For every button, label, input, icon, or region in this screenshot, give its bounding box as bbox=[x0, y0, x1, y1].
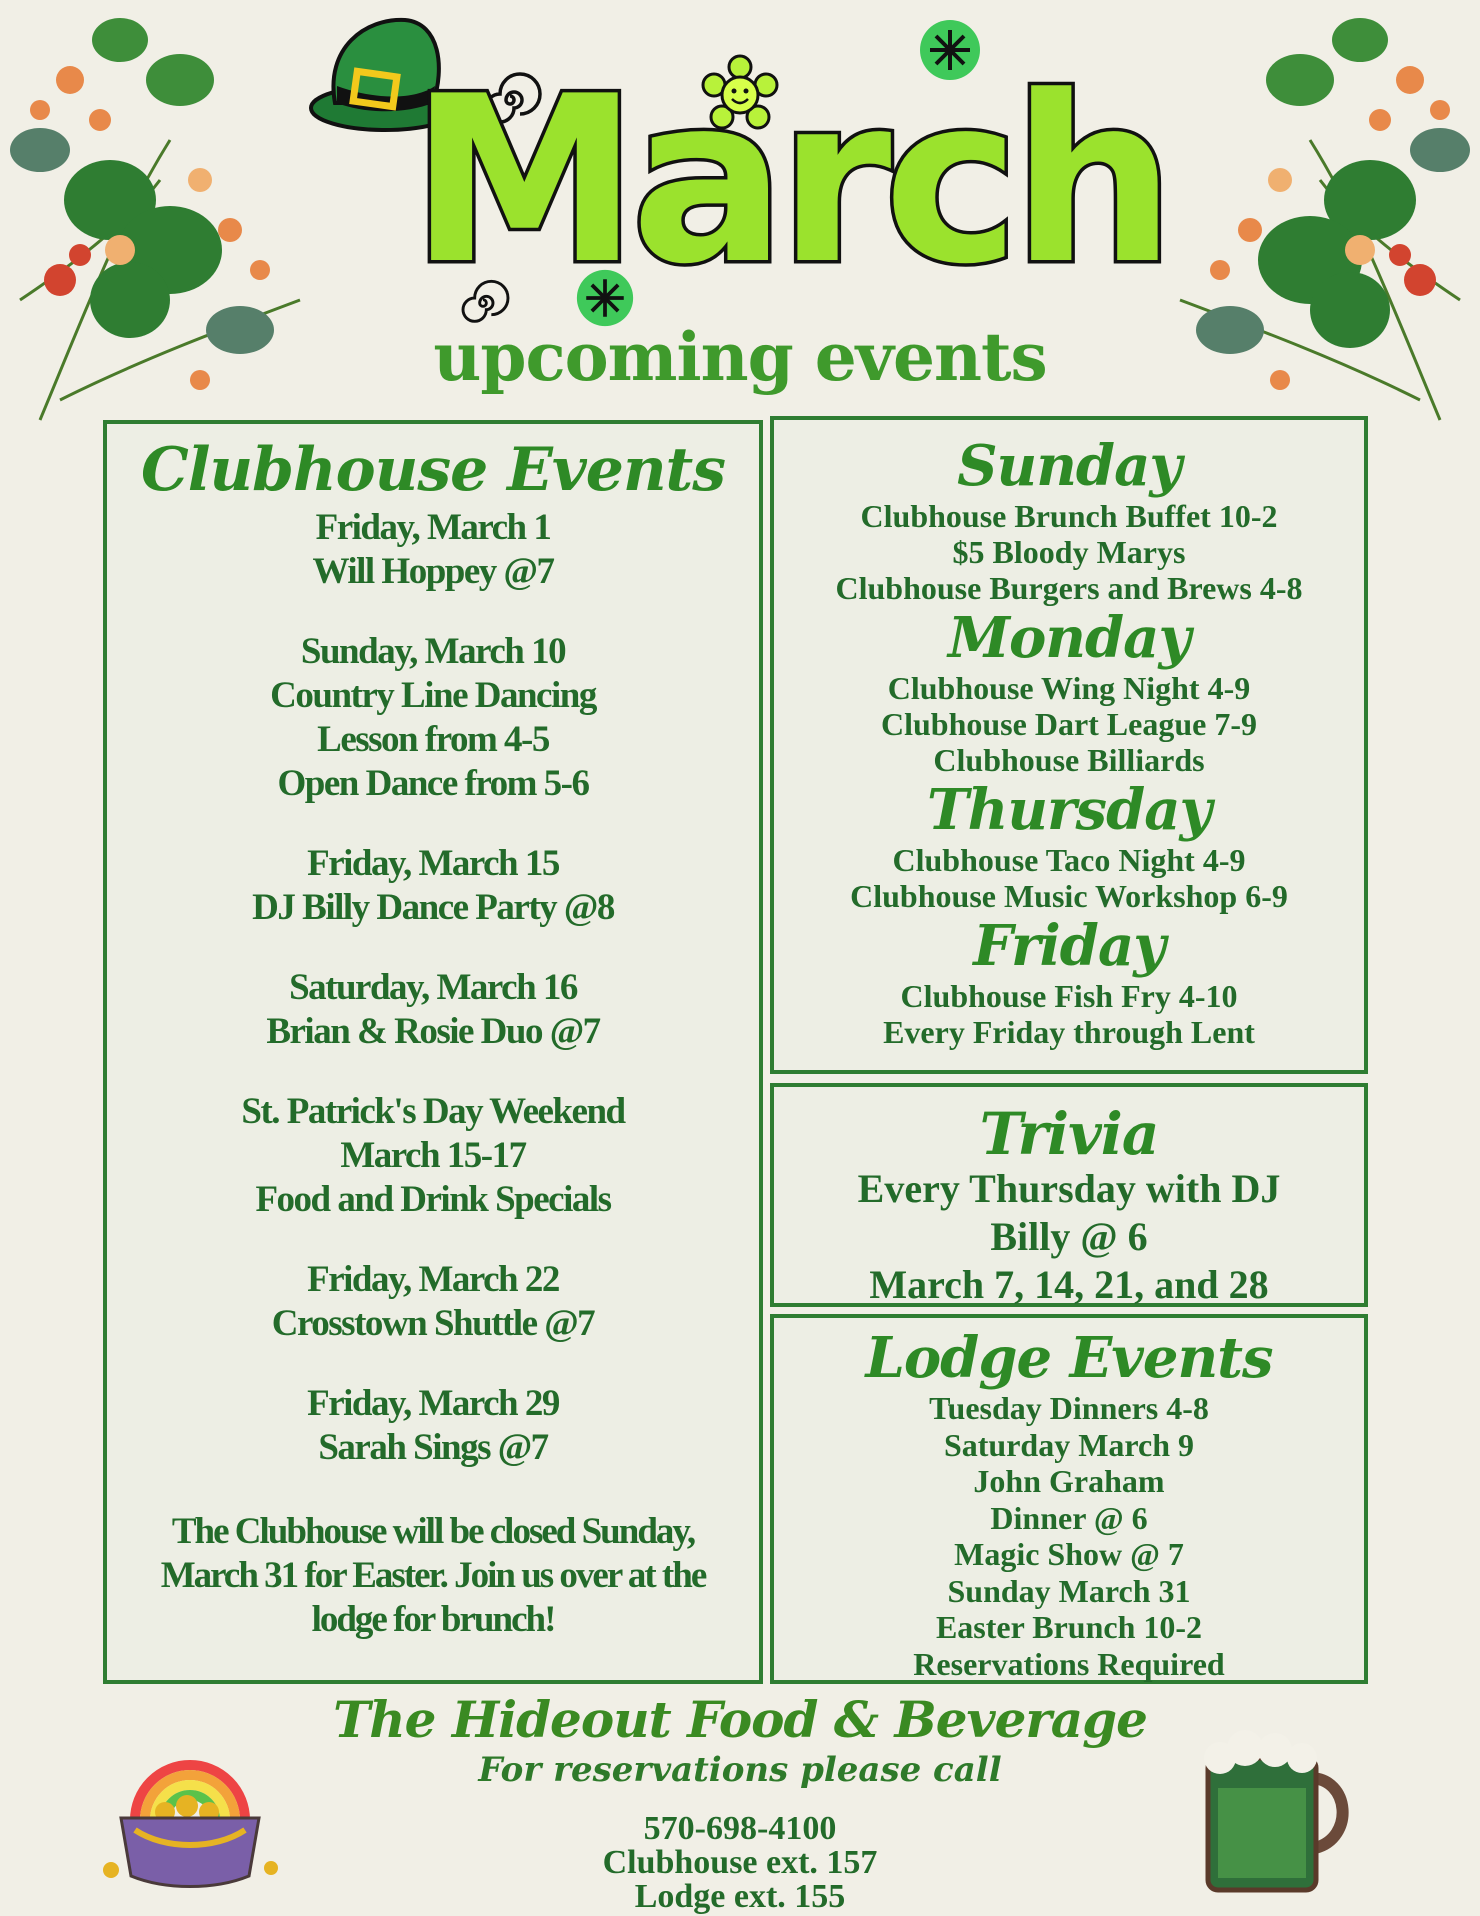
clubhouse-event-line: March 15-17 bbox=[340, 1135, 526, 1176]
closure-note-line: lodge for brunch! bbox=[311, 1599, 555, 1640]
beer-mug-icon bbox=[1190, 1718, 1360, 1898]
lodge-event-line: Magic Show @ 7 bbox=[954, 1536, 1184, 1572]
weekly-specials-panel bbox=[770, 416, 1368, 1074]
trivia-heading: Trivia bbox=[979, 1100, 1159, 1168]
lodge-event-line: Dinner @ 6 bbox=[990, 1499, 1148, 1536]
pot-of-gold-icon bbox=[95, 1700, 285, 1890]
clubhouse-event-line: Saturday, March 16 bbox=[289, 967, 577, 1008]
weekday-heading-monday: Monday bbox=[947, 605, 1191, 671]
clubhouse-event-line: Friday, March 15 bbox=[307, 843, 559, 884]
lodge-event-line: Easter Brunch 10-2 bbox=[935, 1609, 1203, 1645]
title-march bbox=[390, 40, 1168, 315]
weekly-special-item: Every Friday through Lent bbox=[883, 1014, 1255, 1050]
subtitle: upcoming events bbox=[433, 318, 1047, 396]
clubhouse-event bbox=[107, 506, 759, 594]
lodge-event-line: John Graham bbox=[973, 1463, 1165, 1499]
lodge-event-line: Saturday March 9 bbox=[943, 1426, 1195, 1463]
lodge-event-list bbox=[774, 1390, 1364, 1682]
clubhouse-events-heading: Clubhouse Events bbox=[140, 435, 726, 505]
lodge-event-line: Tuesday Dinners 4-8 bbox=[929, 1390, 1209, 1426]
clubhouse-event bbox=[107, 966, 759, 1054]
clubhouse-event-line: St. Patrick's Day Weekend bbox=[241, 1091, 625, 1132]
venue-name: The Hideout Food & Beverage bbox=[333, 1690, 1147, 1749]
clubhouse-event-line: DJ Billy Dance Party @8 bbox=[252, 887, 614, 928]
clubhouse-event-line: Lesson from 4-5 bbox=[317, 719, 549, 760]
lodge-extension: Lodge ext. 155 bbox=[634, 1878, 846, 1915]
weekly-special-item: Clubhouse Fish Fry 4-10 bbox=[900, 978, 1238, 1014]
lodge-event-line: Reservations Required bbox=[913, 1645, 1225, 1682]
clubhouse-event-line: Friday, March 29 bbox=[307, 1383, 559, 1424]
weekly-special-item: Clubhouse Music Workshop 6-9 bbox=[850, 878, 1288, 914]
title-text: March bbox=[410, 48, 1168, 315]
weekly-special-item: Clubhouse Dart League 7-9 bbox=[880, 706, 1257, 742]
weekly-special-item: Clubhouse Brunch Buffet 10-2 bbox=[860, 498, 1278, 534]
clubhouse-event-line: Will Hoppey @7 bbox=[312, 551, 554, 592]
reservation-note: For reservations please call bbox=[478, 1750, 1002, 1790]
weekly-special-item: Clubhouse Wing Night 4-9 bbox=[887, 670, 1251, 706]
clubhouse-event bbox=[107, 630, 759, 806]
clubhouse-event-line: Food and Drink Specials bbox=[255, 1179, 611, 1220]
clubhouse-event bbox=[107, 1090, 759, 1222]
weekday-heading-friday: Friday bbox=[973, 913, 1165, 979]
lodge-events-panel bbox=[770, 1314, 1368, 1684]
weekly-special-item: Clubhouse Burgers and Brews 4-8 bbox=[835, 570, 1303, 606]
closure-note-line: The Clubhouse will be closed Sunday, bbox=[171, 1511, 695, 1552]
clubhouse-event-line: Sarah Sings @7 bbox=[318, 1427, 548, 1468]
phone-number: 570-698-4100 bbox=[643, 1810, 837, 1847]
trivia-panel bbox=[770, 1083, 1368, 1307]
clubhouse-events-panel bbox=[103, 420, 763, 1684]
weekly-special-item: $5 Bloody Marys bbox=[952, 534, 1186, 570]
clubhouse-event bbox=[107, 1258, 759, 1346]
clubhouse-closure-note bbox=[107, 1510, 759, 1642]
closure-note-line: March 31 for Easter. Join us over at the bbox=[160, 1555, 706, 1596]
trivia-line: March 7, 14, 21, and 28 bbox=[869, 1262, 1269, 1307]
trivia-line: Billy @ 6 bbox=[990, 1214, 1148, 1259]
clubhouse-extension: Clubhouse ext. 157 bbox=[602, 1844, 878, 1881]
clubhouse-event-list bbox=[107, 506, 759, 1470]
clubhouse-event-line: Crosstown Shuttle @7 bbox=[271, 1303, 595, 1344]
weekly-special-item: Clubhouse Taco Night 4-9 bbox=[892, 842, 1246, 878]
clubhouse-event-line: Friday, March 1 bbox=[315, 507, 551, 548]
trivia-line: Every Thursday with DJ bbox=[857, 1166, 1281, 1211]
weekly-special-item: Clubhouse Billiards bbox=[933, 742, 1205, 778]
clubhouse-event-line: Open Dance from 5-6 bbox=[277, 763, 589, 804]
clubhouse-event bbox=[107, 1382, 759, 1470]
clubhouse-event-line: Friday, March 22 bbox=[307, 1259, 559, 1300]
lodge-events-heading: Lodge Events bbox=[865, 1325, 1273, 1391]
weekday-heading-sunday: Sunday bbox=[957, 433, 1181, 499]
clubhouse-event-line: Country Line Dancing bbox=[270, 675, 596, 716]
clubhouse-event bbox=[107, 842, 759, 930]
weekday-heading-thursday: Thursday bbox=[926, 777, 1212, 843]
lodge-event-line: Sunday March 31 bbox=[947, 1572, 1191, 1609]
clubhouse-event-line: Brian & Rosie Duo @7 bbox=[266, 1011, 600, 1052]
clubhouse-event-line: Sunday, March 10 bbox=[300, 631, 566, 672]
